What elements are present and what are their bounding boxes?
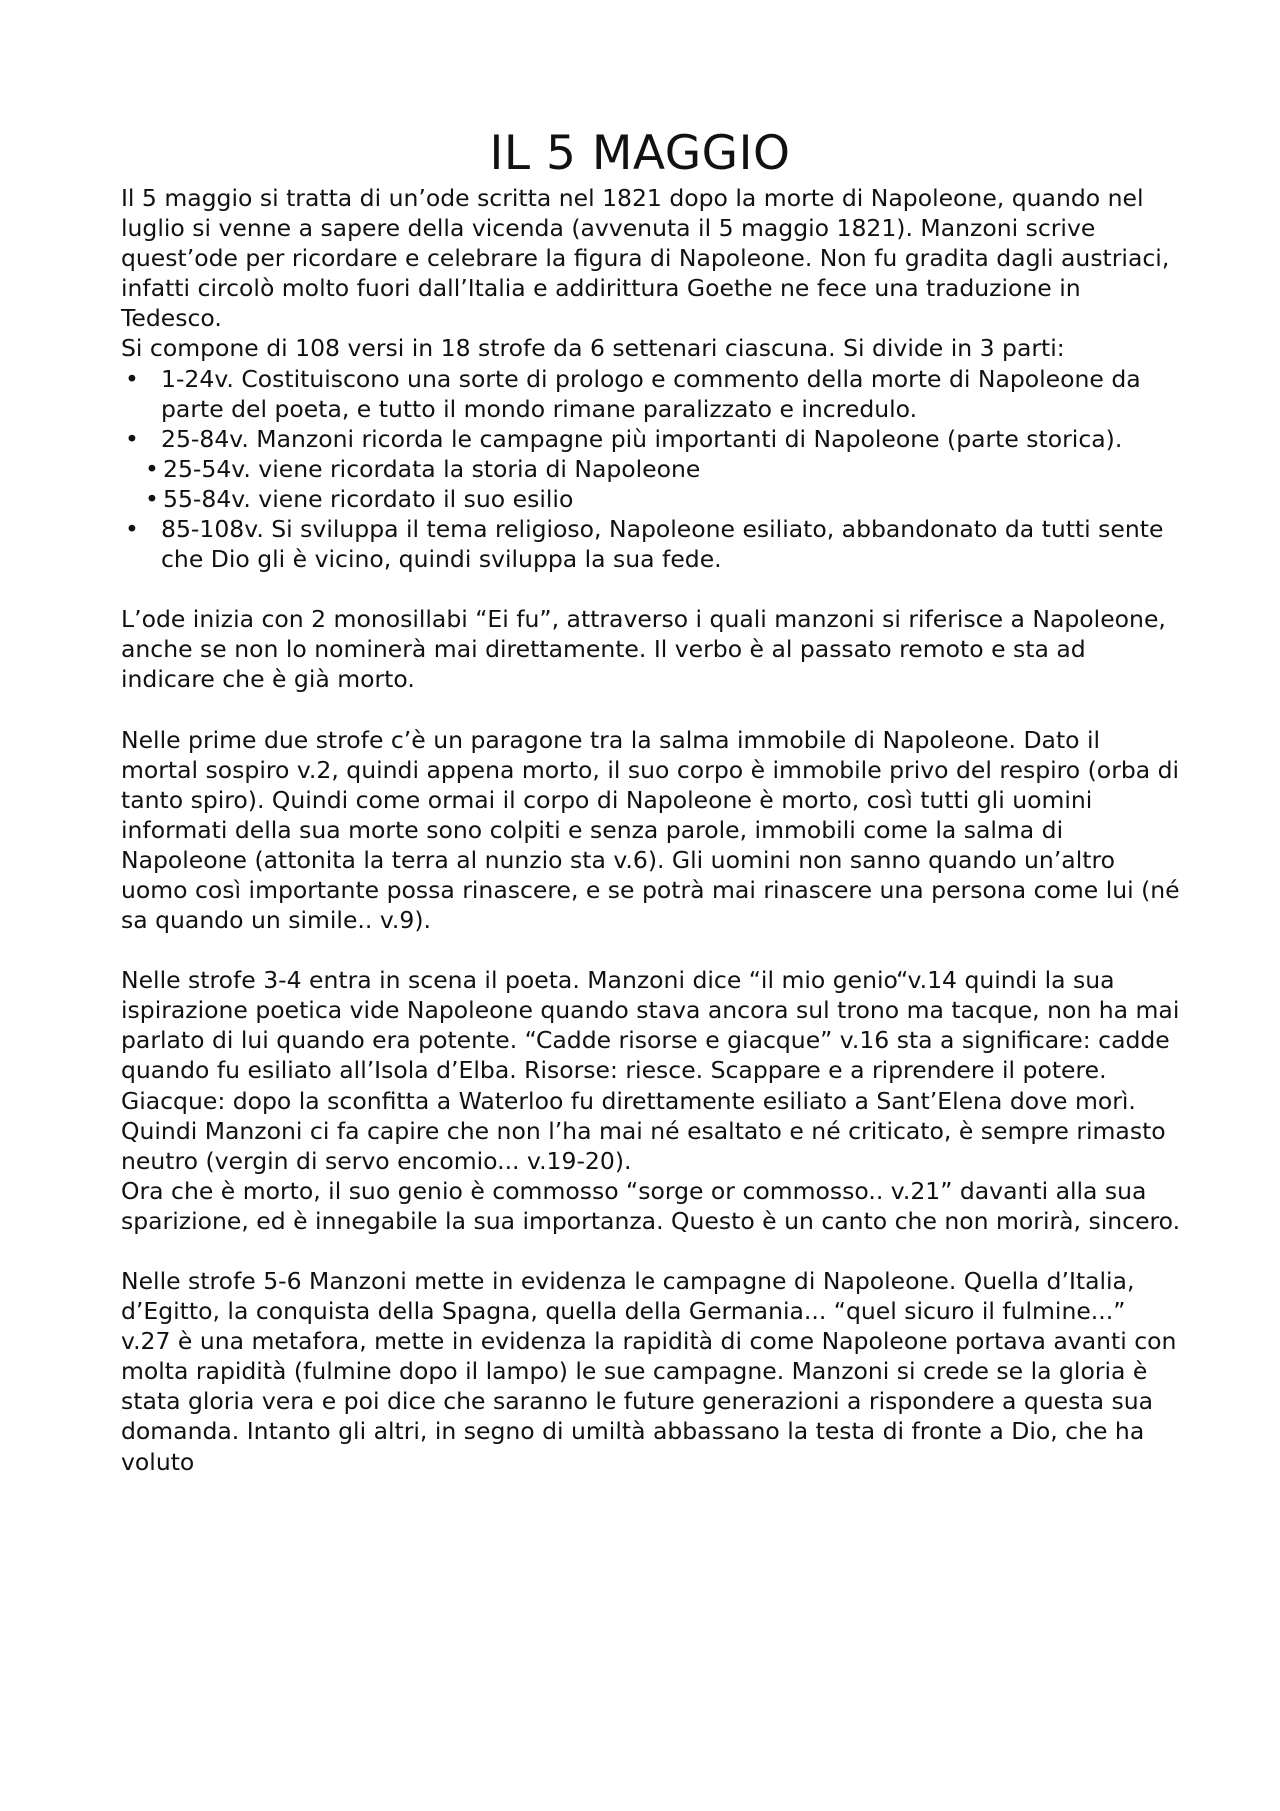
intro-paragraph: Si compone di 108 versi in 18 strofe da 6 settenari ciascuna. Si divide in 3 parti: [121,334,1065,363]
bullet-icon: • [125,424,139,453]
intro-paragraph: Il 5 maggio si tratta di un’ode scritta nel 1821 dopo la morte di Napoleone, quando nel luglio si venne a sapere della vicenda (avvenuta il 5 maggio 1821). Manzoni scrive quest’ode per ricordare e celebrare la figura di Napoleone. Non fu gradita dagli austriaci, infatti circolò molto fuori dall’Italia e addirittura Goethe ne fece una traduzione in Tedesco. [121,184,1170,333]
list-item [121,364,1181,424]
body-paragraph: Nelle prime due strofe c’è un paragone tra la salma immobile di Napoleone. Dato il mortal sospiro v.2, quindi appena morto, il suo corpo è immobile privo del respiro (orba di tanto spiro). Quindi come ormai il corpo di Napoleone è morto, così tutti gli uomini informati della sua morte sono colpiti e senza parole, immobili come la salma di Napoleone (attonita la terra al nunzio sta v.6). Gli uomini non sanno quando un’altro uomo così importante possa rinascere, e se potrà mai rinascere una persona come lui (né sa quando un simile.. v.9). [121,725,1180,935]
list-item-text: 1-24v. Costituiscono una sorte di prologo e commento della morte di Napoleone da parte del poeta, e tutto il mondo rimane paralizzato e incredulo. [161,364,1141,423]
list-item-text: 55-84v. viene ricordato il suo esilio [163,484,574,513]
list-item-text: 25-84v. Manzoni ricorda le campagne più importanti di Napoleone (parte storica). [161,424,1123,453]
body-paragraph: Nelle strofe 3-4 entra in scena il poeta. Manzoni dice “il mio genio“v.14 quindi la sua ispirazione poetica vide Napoleone quando stava ancora sul trono ma tacque, non ha mai parlato di lui quando era potente. “Cadde risorse e giacque” v.16 sta a significare: cadde quando fu esiliato all’Isola d’Elba. Risorse: riesce. Scappare e a riprendere il potere. Giacque: dopo la sconfitta a Waterloo fu direttamente esiliato a Sant’Elena dove morì. Quindi Manzoni ci fa capire che non l’ha mai né esaltato e né criticato, è sempre rimasto neutro (vergin di servo encomio... v.19-20). [121,966,1180,1175]
bullet-icon: • [145,484,159,513]
bullet-icon: • [145,454,159,483]
body-paragraph: L’ode inizia con 2 monosillabi “Ei fu”, attraverso i quali manzoni si riferisce a Napoleone, anche se non lo nominerà mai direttamente. Il verbo è al passato remoto e sta ad indicare che è già morto. [121,605,1166,694]
bullet-icon: • [125,515,139,544]
list-subitem [121,484,1181,514]
parts-list [121,364,1181,575]
bullet-icon: • [125,364,139,393]
list-subitem [121,454,1181,484]
list-item-text: 25-54v. viene ricordata la storia di Napoleone [163,454,701,483]
list-item [121,514,1181,574]
body-paragraph: Nelle strofe 5-6 Manzoni mette in evidenza le campagne di Napoleone. Quella d’Italia, d’Egitto, la conquista della Spagna, quella della Germania... “quel sicuro il fulmine...” v.27 è una metafora, mette in evidenza la rapidità di come Napoleone portava avanti con molta rapidità (fulmine dopo il lampo) le sue campagne. Manzoni si crede se la gloria è stata gloria vera e poi dice che saranno le future generazioni a rispondere a questa sua domanda. Intanto gli altri, in segno di umiltà abbassano la testa di fronte a Dio, che ha voluto [121,1267,1177,1476]
list-item-text: 85-108v. Si sviluppa il tema religioso, Napoleone esiliato, abbandonato da tutti sente che Dio gli è vicino, quindi sviluppa la sua fede. [161,515,1164,574]
body-paragraph: Ora che è morto, il suo genio è commosso “sorge or commosso.. v.21” davanti alla sua sparizione, ed è innegabile la sua importanza. Questo è un canto che non morirà, sincero. [121,1176,1181,1235]
list-item [121,424,1181,454]
page-title: IL 5 MAGGIO [489,126,791,181]
document-body [121,183,1181,1477]
